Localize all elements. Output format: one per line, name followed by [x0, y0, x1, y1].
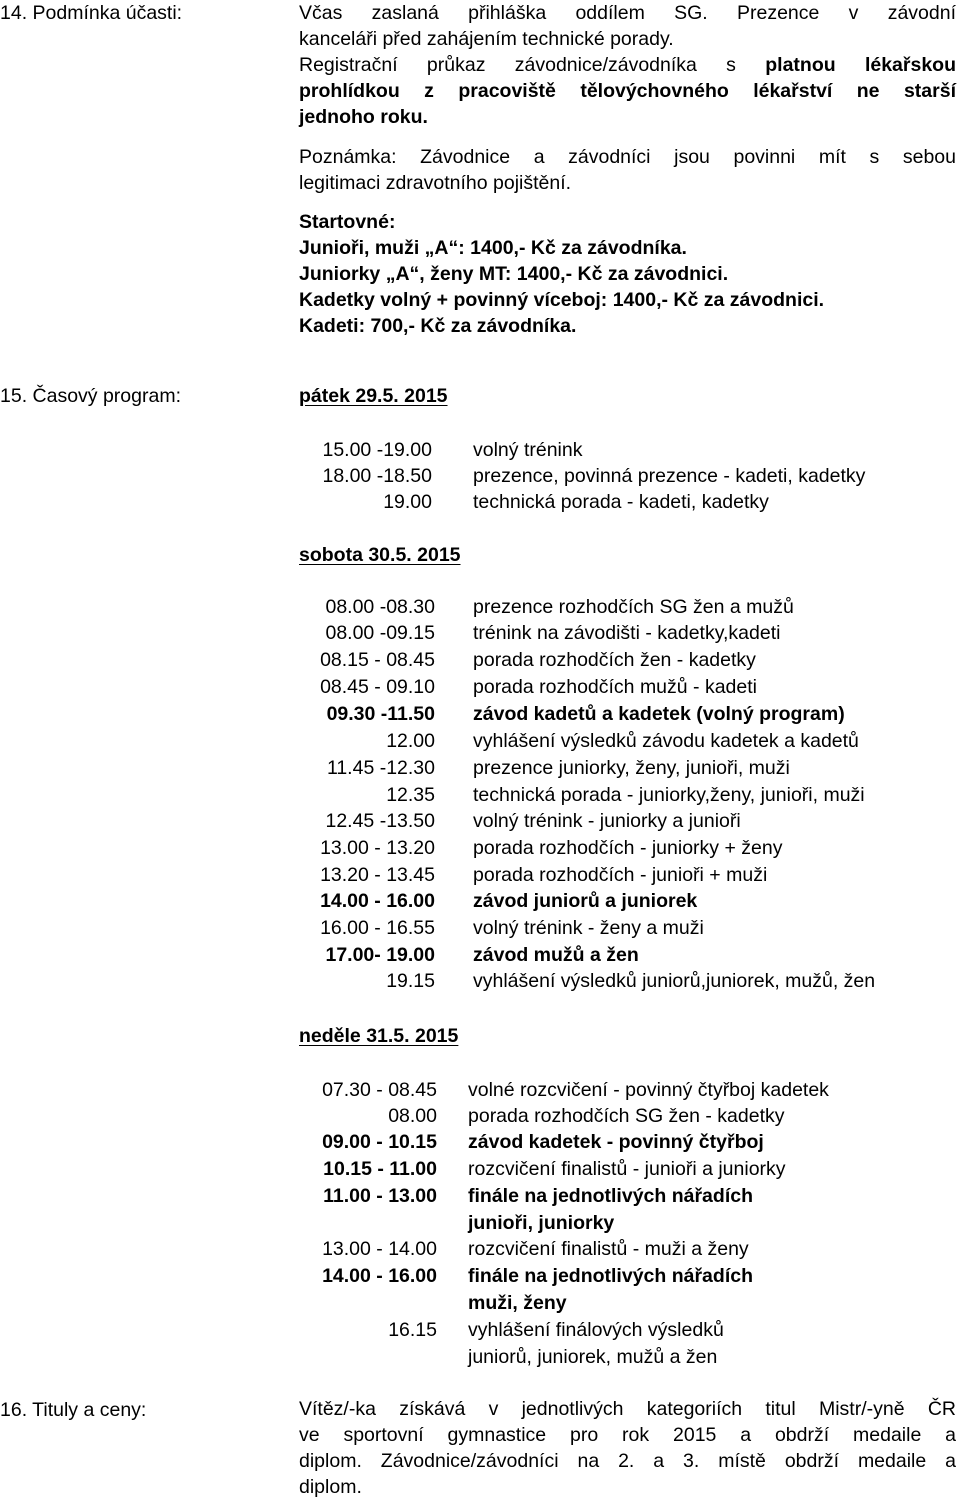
titles-line: diplom. Závodnice/závodníci na 2. a 3. místě obdrží medaile a [299, 1450, 956, 1472]
schedule-description: finále na jednotlivých nářadích [468, 1265, 753, 1287]
schedule-time: 19.00 [383, 491, 432, 513]
schedule-description: prezence rozhodčích SG žen a mužů [473, 596, 794, 618]
schedule-time: 17.00- 19.00 [325, 944, 435, 966]
schedule-time: 13.00 - 13.20 [320, 837, 435, 859]
schedule-time: 10.15 - 11.00 [323, 1158, 437, 1180]
day-title-friday: pátek 29.5. 2015 [299, 385, 448, 407]
entry-fees [299, 209, 824, 339]
schedule-description: vyhlášení finálových výsledků [468, 1319, 724, 1341]
fees-title: Startovné: [299, 211, 396, 233]
schedule-time: 14.00 - 16.00 [322, 1265, 437, 1287]
schedule-description: volné rozcvičení - povinný čtyřboj kadetek [468, 1079, 829, 1101]
schedule-description: porada rozhodčích žen - kadetky [473, 649, 756, 671]
titles-line: Vítěz/-ka získává v jednotlivých kategoriích titul Mistr/-yně ČR [299, 1398, 956, 1420]
schedule-description: závod kadetek - povinný čtyřboj [468, 1131, 764, 1153]
schedule-description: porada rozhodčích SG žen - kadetky [468, 1105, 785, 1127]
schedule-description: závod kadetů a kadetek (volný program) [473, 703, 845, 725]
schedule-time: 18.00 -18.50 [322, 465, 432, 487]
schedule-time: 09.30 -11.50 [326, 703, 435, 725]
note-line: Poznámka: Závodnice a závodníci jsou povinni mít s sebou [299, 146, 956, 168]
schedule-description-continued: muži, ženy [468, 1292, 567, 1314]
registration-bold: platnou lékařskou [765, 54, 956, 76]
registration-line: jednoho roku. [299, 106, 428, 128]
fee-line: Juniorky „A“, ženy MT: 1400,- Kč za závodnici. [299, 263, 729, 285]
schedule-time: 15.00 -19.00 [322, 439, 432, 461]
schedule-description: závod juniorů a juniorek [473, 890, 698, 912]
schedule-time: 12.35 [386, 784, 435, 806]
schedule-description: rozcvičení finalistů - junioři a juniorky [468, 1158, 786, 1180]
schedule-time: 08.00 -08.30 [325, 596, 435, 618]
schedule-time: 13.20 - 13.45 [320, 864, 435, 886]
titles-paragraph [299, 1396, 956, 1500]
schedule-description: prezence, povinná prezence - kadeti, kadetky [473, 465, 866, 487]
schedule-time: 13.00 - 14.00 [322, 1238, 437, 1260]
condition-line: kanceláři před zahájením technické porady. [299, 28, 674, 50]
schedule-time: 09.00 - 10.15 [322, 1131, 437, 1153]
fee-line: Kadeti: 700,- Kč za závodníka. [299, 315, 577, 337]
participation-conditions [299, 0, 956, 130]
schedule-description: vyhlášení výsledků juniorů,juniorek, mužů, žen [473, 970, 876, 992]
schedule-description: rozcvičení finalistů - muži a ženy [468, 1238, 749, 1260]
schedule-description: závod mužů a žen [473, 944, 639, 966]
titles-line: diplom. [299, 1476, 362, 1498]
schedule-time: 11.45 -12.30 [326, 757, 435, 779]
condition-line: Včas zaslaná přihláška oddílem SG. Prezence v závodní [299, 2, 956, 24]
schedule-description-continued: juniorů, juniorek, mužů a žen [468, 1346, 718, 1368]
note-line: legitimaci zdravotního pojištění. [299, 172, 572, 194]
day-title-saturday: sobota 30.5. 2015 [299, 544, 461, 566]
fee-line: Junioři, muži „A“: 1400,- Kč za závodníka. [299, 237, 687, 259]
schedule-description: porada rozhodčích mužů - kadeti [473, 676, 757, 698]
schedule-time: 08.45 - 09.10 [320, 676, 435, 698]
schedule-time: 07.30 - 08.45 [322, 1079, 437, 1101]
titles-line: ve sportovní gymnastice pro rok 2015 a obdrží medaile a [299, 1424, 956, 1446]
schedule-description: technická porada - kadeti, kadetky [473, 491, 769, 513]
schedule-time: 11.00 - 13.00 [323, 1185, 437, 1207]
schedule-time: 08.15 - 08.45 [320, 649, 435, 671]
schedule-time: 08.00 -09.15 [325, 622, 435, 644]
schedule-description: volný trénink - juniorky a junioři [473, 810, 741, 832]
schedule-time: 12.00 [386, 730, 435, 752]
day-title-sunday: neděle 31.5. 2015 [299, 1025, 459, 1047]
registration-line [299, 52, 956, 78]
registration-line: prohlídkou z pracoviště tělovýchovného lékařství ne starší [299, 80, 956, 102]
schedule-time: 19.15 [386, 970, 435, 992]
schedule-time: 08.00 [388, 1105, 437, 1127]
section-16-label: 16. Tituly a ceny: [0, 1399, 147, 1421]
schedule-description: porada rozhodčích - juniorky + ženy [473, 837, 783, 859]
schedule-description: finále na jednotlivých nářadích [468, 1185, 753, 1207]
schedule-time: 14.00 - 16.00 [320, 890, 435, 912]
registration-text: Registrační průkaz závodnice/závodníka s [299, 54, 766, 76]
schedule-time: 16.15 [388, 1319, 437, 1341]
schedule-description: prezence juniorky, ženy, junioři, muži [473, 757, 790, 779]
schedule-description: porada rozhodčích - junioři + muži [473, 864, 768, 886]
section-15-label: 15. Časový program: [0, 385, 181, 407]
schedule-description: volný trénink [473, 439, 583, 461]
schedule-time: 16.00 - 16.55 [320, 917, 435, 939]
section-14-label: 14. Podmínka účasti: [0, 2, 183, 24]
schedule-description: technická porada - juniorky,ženy, junioři, muži [473, 784, 865, 806]
note-paragraph [299, 144, 956, 196]
schedule-description: vyhlášení výsledků závodu kadetek a kadetů [473, 730, 859, 752]
schedule-description: volný trénink - ženy a muži [473, 917, 704, 939]
schedule-description: trénink na závodišti - kadetky,kadeti [473, 622, 781, 644]
fee-line: Kadetky volný + povinný víceboj: 1400,- Kč za závodnici. [299, 289, 825, 311]
schedule-description-continued: junioři, juniorky [468, 1212, 615, 1234]
schedule-time: 12.45 -13.50 [325, 810, 435, 832]
